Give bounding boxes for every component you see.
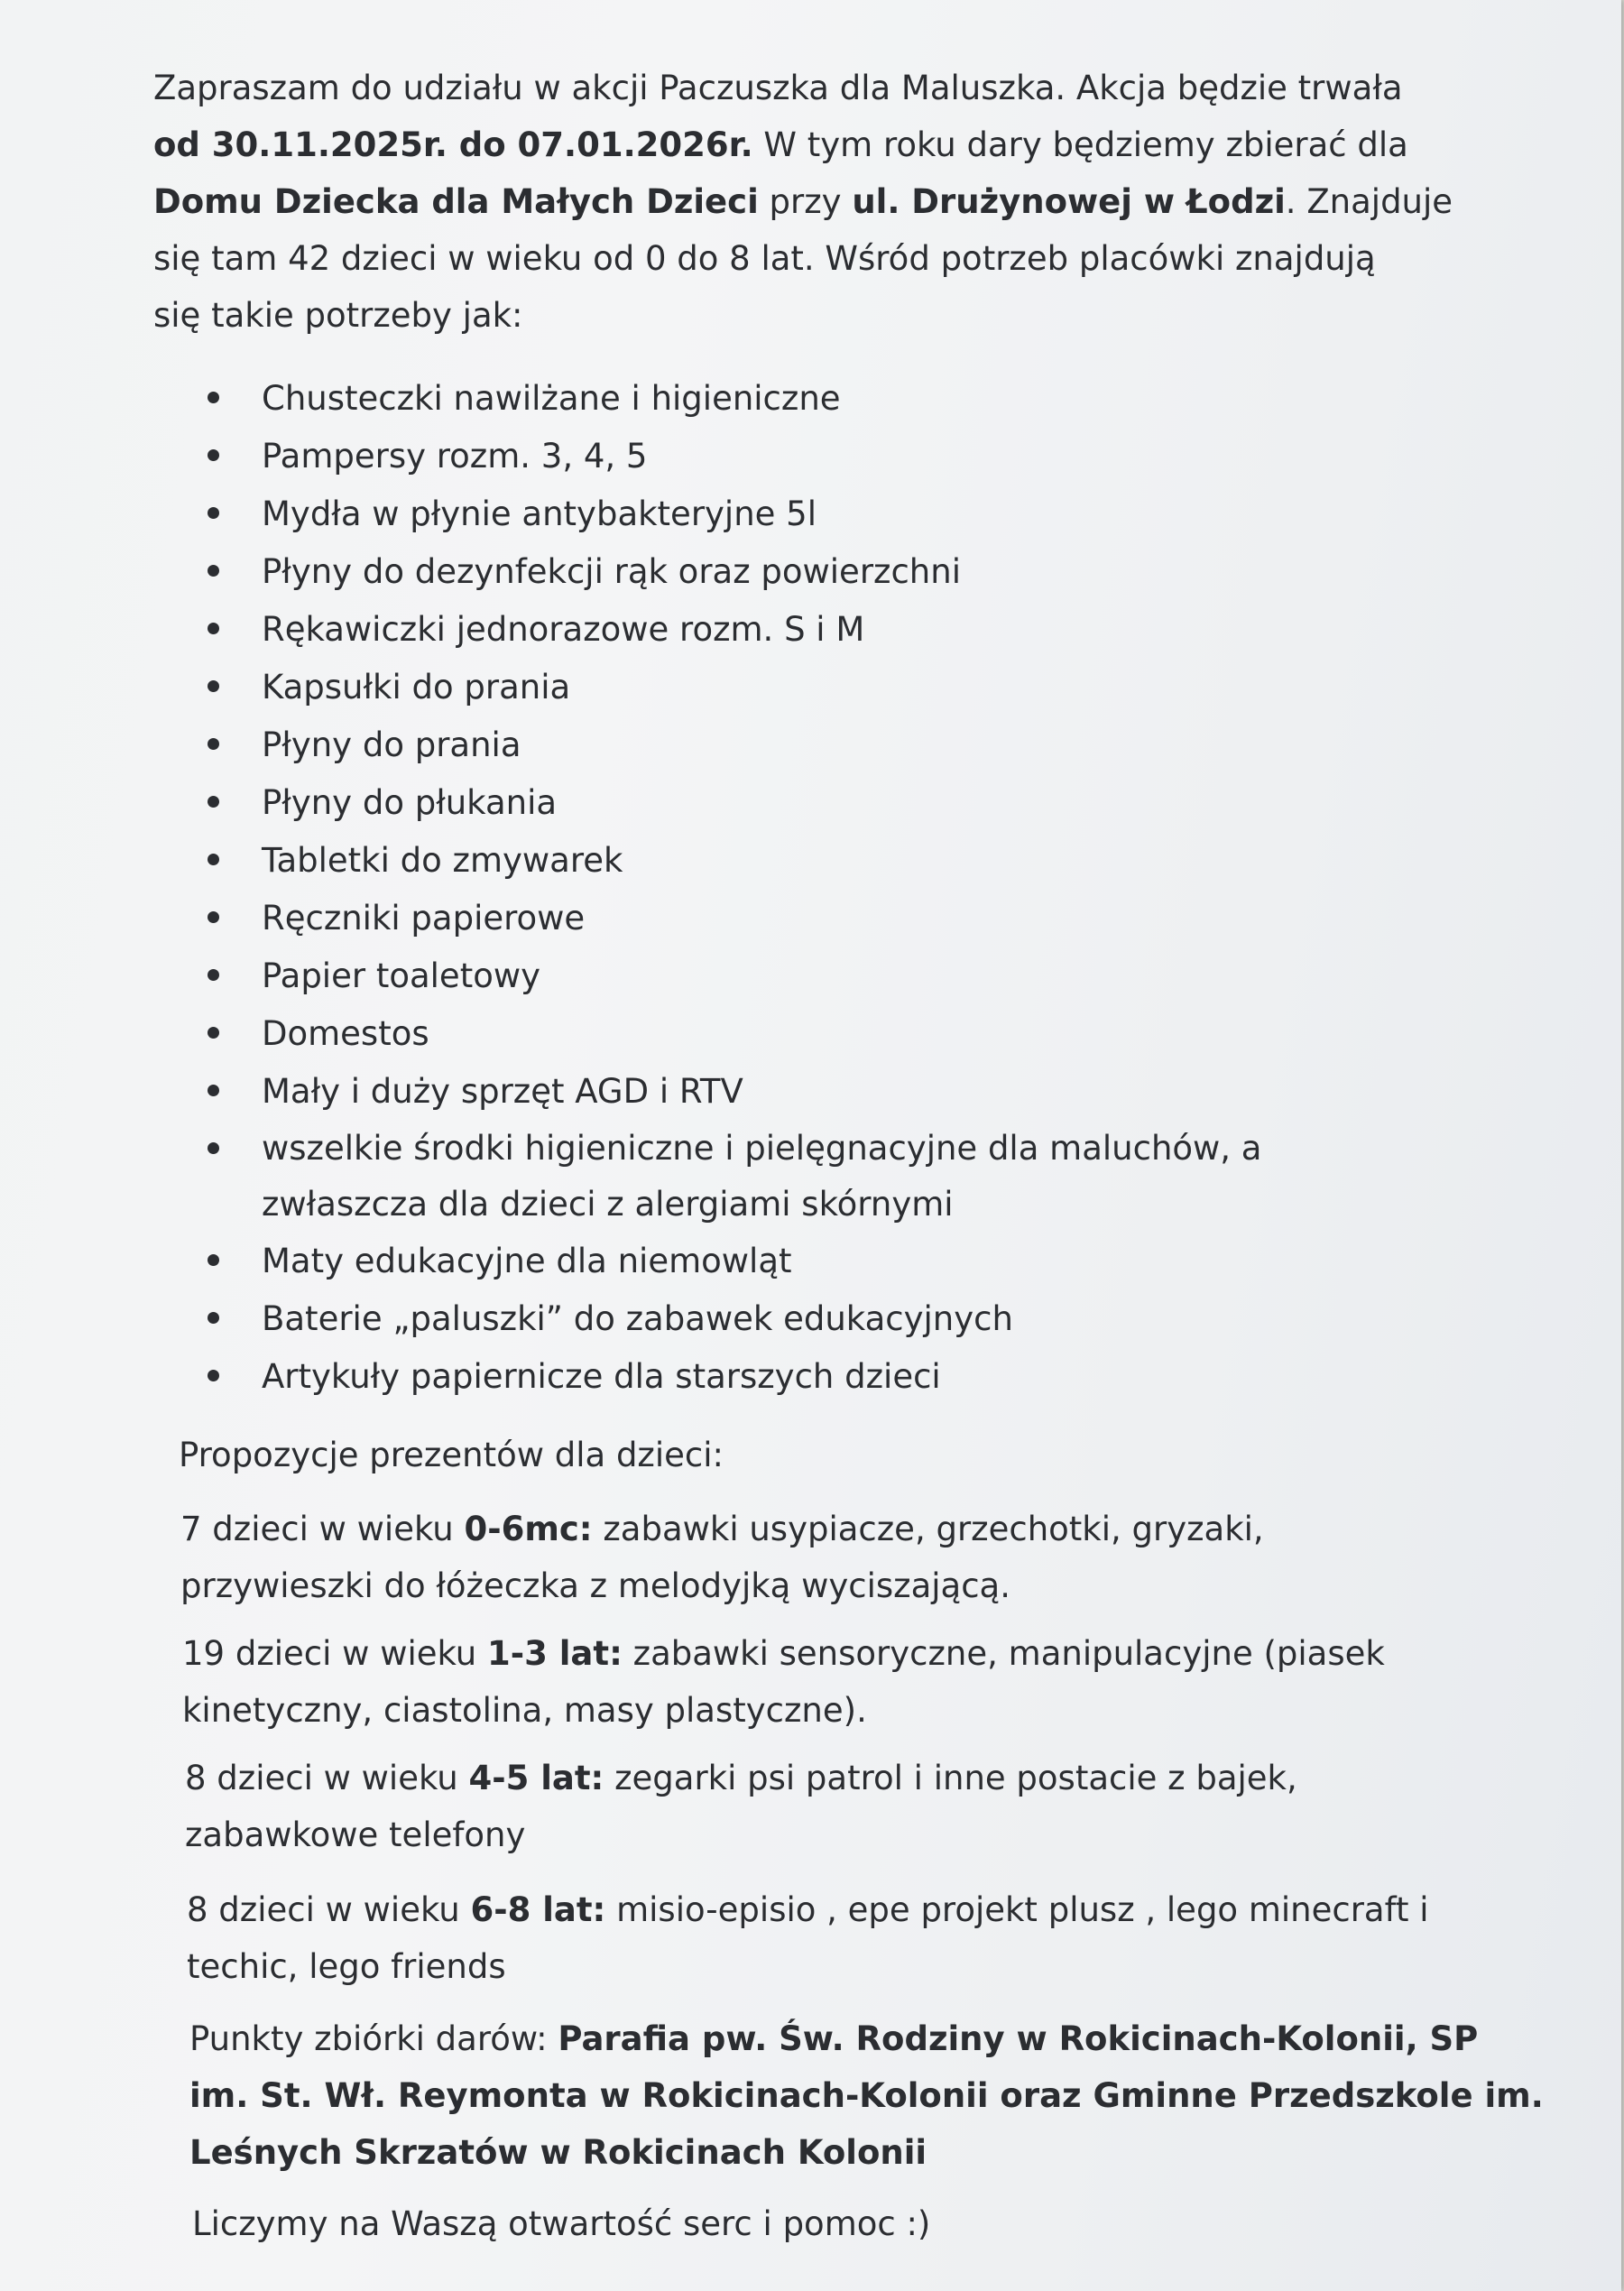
campaign-dates: od 30.11.2025r. do 07.01.2026r.	[153, 125, 753, 164]
points-line	[189, 2067, 1544, 2124]
gift-text: zabawki usypiacze, grzechotki, gryzaki,	[592, 1510, 1264, 1548]
gifts-heading-text: Propozycje prezentów dla dzieci:	[179, 1436, 724, 1474]
intro-line	[153, 287, 1435, 344]
list-item	[208, 1063, 1261, 1121]
intro-paragraph	[153, 60, 1453, 344]
list-item	[208, 543, 1261, 601]
gift-group-4-5	[185, 1750, 1297, 1863]
list-item-text: Mały i duży sprzęt AGD i RTV	[262, 1072, 743, 1111]
gift-text: misio-episio , epe projekt plusz , lego minecraft i	[605, 1890, 1429, 1929]
intro-text: się tam 42 dzieci w wieku od 0 do 8 lat. Wśród potrzeb placówki znajdują	[153, 239, 1376, 278]
list-item-text: Ręczniki papierowe	[262, 899, 586, 938]
points-line	[189, 2010, 1544, 2067]
list-item	[208, 1348, 1261, 1406]
list-item-text: Płyny do prania	[262, 725, 521, 764]
points-label: Punkty zbiórki darów:	[189, 2019, 558, 2058]
bullet-icon	[208, 1370, 219, 1381]
list-item	[208, 1121, 1261, 1233]
list-item	[208, 659, 1261, 716]
gift-count: 8 dzieci w wieku	[187, 1890, 471, 1929]
bullet-icon	[208, 565, 219, 577]
bullet-icon	[208, 1312, 219, 1324]
list-item	[208, 832, 1261, 890]
gift-group-0-6mc	[180, 1501, 1264, 1614]
list-item-text: Rękawiczki jednorazowe rozm. S i M	[262, 610, 865, 649]
list-item-text: Baterie „paluszki” do zabawek edukacyjnych	[262, 1299, 1013, 1338]
bullet-icon	[208, 1254, 219, 1266]
gift-count: 19 dzieci w wieku	[182, 1634, 488, 1673]
points-line	[189, 2124, 1544, 2181]
intro-line	[153, 173, 1453, 230]
gift-line	[187, 1881, 1429, 1938]
list-item-text: zwłaszcza dla dzieci z alergiami skórnymi	[262, 1185, 954, 1224]
bullet-icon	[208, 796, 219, 808]
intro-text: Zapraszam do udziału w akcji Paczuszka dla Maluszka. Akcja będzie trwała	[153, 69, 1403, 107]
bullet-icon	[208, 1142, 219, 1154]
list-item-text: Tabletki do zmywarek	[262, 841, 623, 880]
recipient-name: Domu Dziecka dla Małych Dzieci	[153, 182, 759, 221]
list-item	[208, 716, 1261, 774]
bullet-icon	[208, 738, 219, 750]
recipient-address: ul. Drużynowej w Łodzi	[852, 182, 1286, 221]
intro-text: przy	[758, 182, 853, 221]
closing-text: Liczymy na Waszą otwartość serc i pomoc :)	[192, 2204, 931, 2243]
list-item	[208, 890, 1261, 947]
list-item	[208, 601, 1261, 659]
gifts-heading	[179, 1427, 724, 1483]
intro-text: W tym roku dary będziemy zbierać dla	[752, 125, 1408, 164]
list-item-text: wszelkie środki higieniczne i pielęgnacyjne dla maluchów, a	[262, 1129, 1262, 1168]
list-item-text: Kapsułki do prania	[262, 668, 571, 707]
gift-age: 4-5 lat:	[468, 1759, 604, 1797]
collection-points	[189, 2010, 1544, 2181]
bullet-icon	[208, 507, 219, 519]
points-location: im. St. Wł. Reymonta w Rokicinach-Kolonii oraz Gminne Przedszkole im.	[189, 2076, 1544, 2115]
list-item	[208, 1005, 1261, 1063]
closing-line	[192, 2195, 930, 2252]
bullet-icon	[208, 392, 219, 403]
gift-line: techic, lego friends	[187, 1947, 506, 1986]
list-item	[208, 774, 1261, 832]
list-item-text: Papier toaletowy	[262, 956, 540, 995]
gift-line: zabawkowe telefony	[185, 1815, 526, 1854]
gift-age: 0-6mc:	[464, 1510, 593, 1548]
bullet-icon	[208, 680, 219, 692]
list-item	[208, 370, 1261, 428]
gift-line: kinetyczny, ciastolina, masy plastyczne).	[182, 1691, 867, 1730]
gift-age: 1-3 lat:	[487, 1634, 623, 1673]
intro-line	[153, 60, 1435, 116]
list-item-text: Płyny do płukania	[262, 783, 558, 822]
intro-line	[153, 230, 1435, 287]
gift-text: zabawki sensoryczne, manipulacyjne (piasek	[622, 1634, 1385, 1673]
gift-group-1-3	[182, 1625, 1385, 1739]
gift-line	[180, 1501, 1264, 1557]
points-location: Leśnych Skrzatów w Rokicinach Kolonii	[189, 2133, 927, 2172]
intro-line	[153, 116, 1435, 173]
list-item-text: Mydła w płynie antybakteryjne 5l	[262, 494, 817, 533]
gift-age: 6-8 lat:	[470, 1890, 606, 1929]
bullet-icon	[208, 449, 219, 461]
needs-list	[208, 370, 1261, 1406]
list-item	[208, 1290, 1261, 1348]
list-item-text: Artykuły papiernicze dla starszych dzieci	[262, 1357, 941, 1396]
gift-line	[182, 1625, 1385, 1682]
list-item-text: Maty edukacyjne dla niemowląt	[262, 1242, 792, 1280]
list-item-text: Domestos	[262, 1014, 429, 1053]
gift-count: 7 dzieci w wieku	[180, 1510, 465, 1548]
bullet-icon	[208, 1085, 219, 1096]
list-item	[208, 428, 1261, 485]
bullet-icon	[208, 854, 219, 865]
list-item-text: Pampersy rozm. 3, 4, 5	[262, 437, 648, 476]
list-item-text: Chusteczki nawilżane i higieniczne	[262, 379, 841, 418]
bullet-icon	[208, 969, 219, 981]
intro-text: . Znajduje	[1285, 182, 1453, 221]
bullet-icon	[208, 623, 219, 634]
list-item	[208, 485, 1261, 543]
intro-text: się takie potrzeby jak:	[153, 296, 523, 335]
bullet-icon	[208, 1027, 219, 1039]
gift-line: przywieszki do łóżeczka z melodyjką wyciszającą.	[180, 1566, 1010, 1605]
points-location: Parafia pw. Św. Rodziny w Rokicinach-Kolonii, SP	[558, 2019, 1479, 2058]
list-item	[208, 1233, 1261, 1290]
list-item	[208, 947, 1261, 1005]
gift-text: zegarki psi patrol i inne postacie z bajek,	[604, 1759, 1297, 1797]
gift-count: 8 dzieci w wieku	[185, 1759, 469, 1797]
gift-line	[185, 1750, 1297, 1806]
gift-group-6-8	[187, 1881, 1429, 1995]
bullet-icon	[208, 911, 219, 923]
list-item-text: Płyny do dezynfekcji rąk oraz powierzchni	[262, 552, 961, 591]
